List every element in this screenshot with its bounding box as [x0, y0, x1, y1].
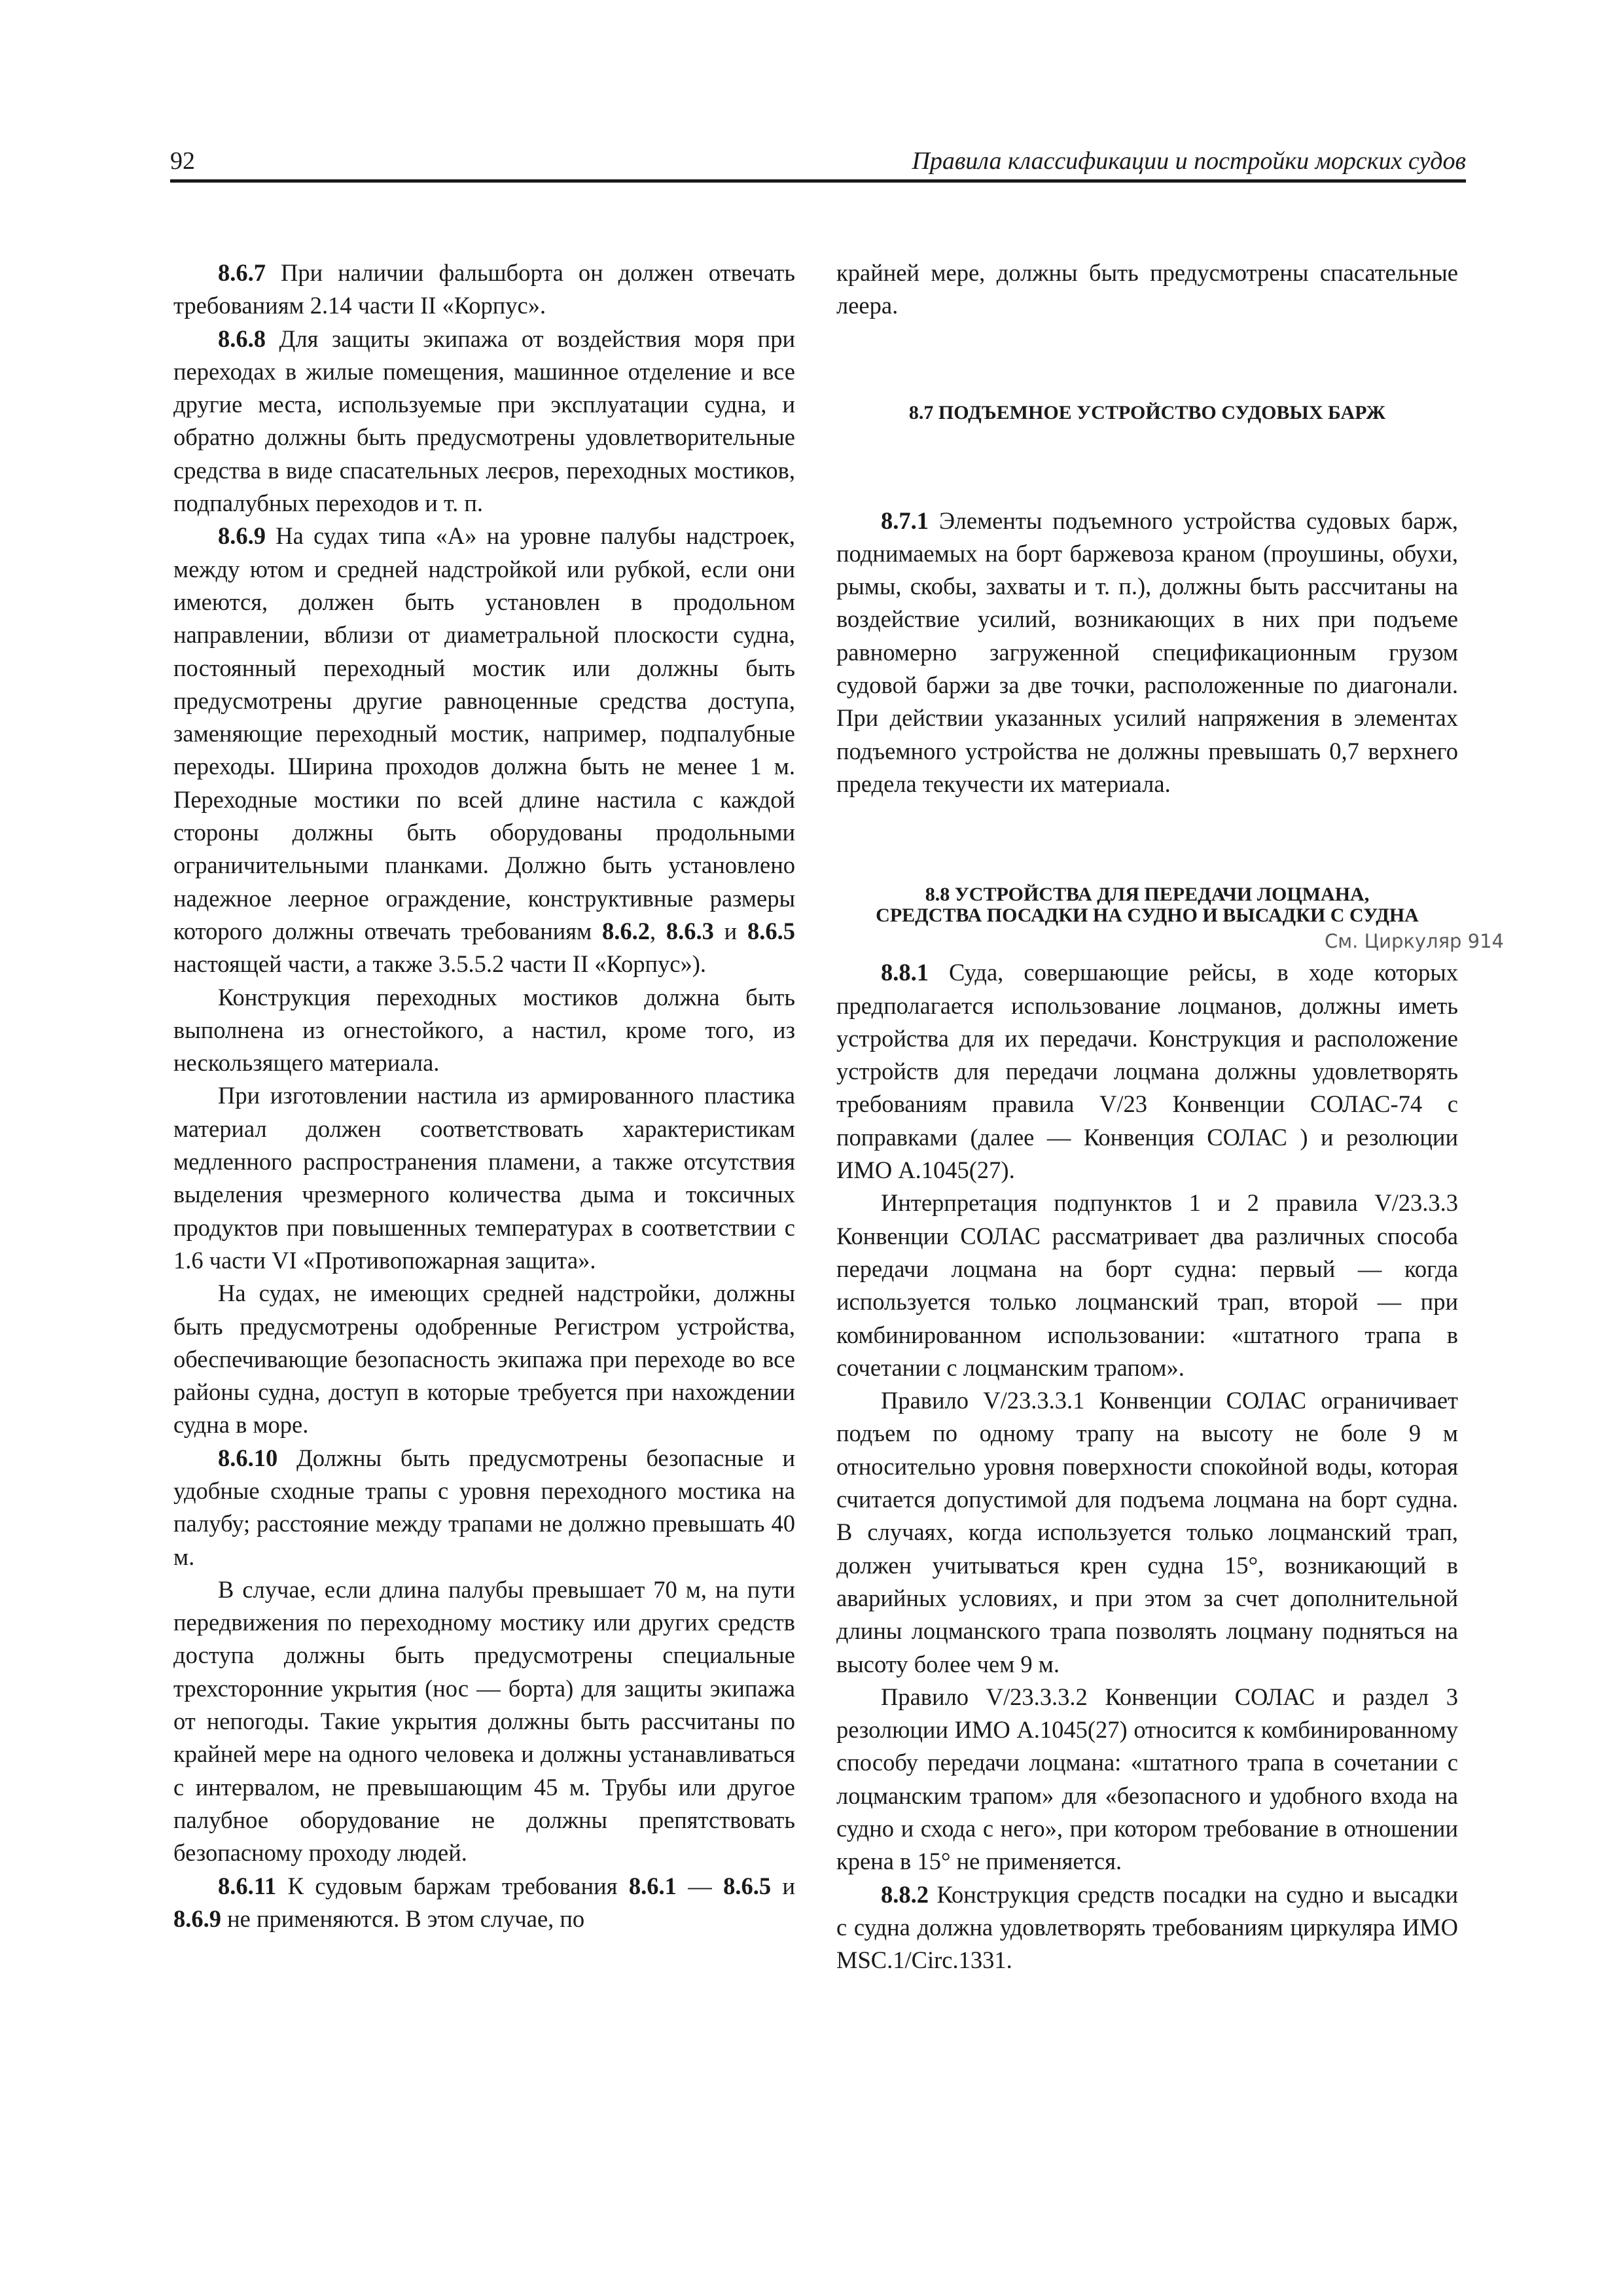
- paragraph-text: Должны быть предусмотрены безопасные и удобные сходные трапы с уровня переходного мостика на палубу; расстояние между трапами не должно превышать 40 м.: [173, 1444, 795, 1570]
- paragraph-8-6-10: [173, 1442, 795, 1573]
- clause-reference: 8.6.2: [601, 917, 650, 944]
- paragraph-text: Элементы подъемного устройства судовых барж, поднимаемых на борт баржевоза краном (проушины, обухи, рымы, скобы, захваты и т. п.), должны быть рассчитаны на воздействие усилий, возникающих в них при подъеме равномерно загруженной спецификационным грузом судовой баржи за две точки, расположенные по диагонали. При действии указанных усилий напряжения в элементах подъемного устройства не должны превышать 0,7 верхнего предела текучести их материала.: [836, 507, 1458, 797]
- clause-number: 8.6.7: [218, 259, 266, 286]
- paragraph-8-7-1: [836, 505, 1458, 801]
- section-heading-8-8: [836, 884, 1458, 926]
- clause-number: 8.8.2: [881, 1880, 929, 1908]
- clause-number: 8.6.11: [218, 1872, 277, 1899]
- paragraph-8-6-7: [173, 257, 795, 323]
- paragraph-8-6-8: [173, 323, 795, 520]
- clause-reference: 8.6.1: [628, 1872, 677, 1899]
- paragraph-interpretation: Интерпретация подпунктов 1 и 2 правила V/23.3.3 Конвенции СОЛАС рассматривает два различных способа передачи лоцмана на борт судна: первый — когда используется только лоцманский трап, второй — при комбинированном использовании: «штатного трапа в сочетании с лоцманским трапом».: [836, 1189, 1458, 1381]
- paragraph-text: Для защиты экипажа от воздействия моря при переходах в жилые помещения, машинное отделение и все другие места, используемые при эксплуатации судна, и обратно должны быть предусмотрены удовлетворительные средства в виде спасательных леєров, переходных мостиков, подпалубных переходов и т. п.: [173, 325, 795, 517]
- header-rule: [170, 179, 1466, 183]
- paragraph-text: настоящей части, а также 3.5.5.2 части II «Корпус»).: [173, 950, 707, 978]
- paragraph-8-8-2: [836, 1878, 1458, 1977]
- clause-reference: 8.6.5: [723, 1872, 772, 1899]
- clause-reference: 8.6.3: [666, 917, 714, 944]
- paragraph-continuation: крайней мере, должны быть предусмотрены спасательные леера.: [836, 259, 1458, 319]
- clause-number: 8.7.1: [881, 507, 929, 534]
- paragraph-walkway-construction: Конструкция переходных мостиков должна быть выполнена из огнестойкого, а настил, кроме того, из нескользящего материала.: [173, 983, 795, 1077]
- clause-reference: 8.6.9: [173, 1905, 221, 1932]
- section-heading-line: СРЕДСТВА ПОСАДКИ НА СУДНО И ВЫСАДКИ С СУДНА: [876, 905, 1419, 927]
- paragraph-text: На судах типа «А» на уровне палубы надстроек, между ютом и средней надстройкой или рубкой, если они имеются, должен быть установлен в продольном направлении, вблизи от диаметральной плоскости судна, постоянный переходный мостик или должны быть предусмотрены другие равноценные средства доступа, заменяющие переходный мостик, например, подпалубные переходы. Ширина проходов должна быть не менее 1 м. Переходные мостики по всей длине настила с каждой стороны должны быть оборудованы продольными ограничительными планками. Должно быть установлено надежное леерное ограждение, конструктивные размеры которого должны отвечать требованиям: [173, 522, 795, 944]
- clause-number: 8.6.10: [218, 1444, 278, 1471]
- right-column: [836, 257, 1504, 1977]
- paragraph-deck-shelters: В случае, если длина палубы превышает 70 м, на пути передвижения по переходному мостику или других средств доступа должны быть предусмотрены специальные трехсторонние укрытия (нос — борта) для защиты экипажа от непогоды. Такие укрытия должны быть рассчитаны по крайней мере на одного человека и должны устанавливаться с интервалом, не превышающим 45 м. Трубы или другое палубное оборудование не должны препятствовать безопасному проходу людей.: [173, 1575, 795, 1867]
- running-title: Правила классификации и постройки морских судов: [912, 147, 1466, 175]
- clause-reference: 8.6.5: [747, 917, 795, 944]
- clause-number: 8.6.8: [218, 325, 266, 352]
- paragraph-text: и: [771, 1872, 795, 1899]
- paragraph-text: —: [676, 1872, 724, 1899]
- paragraph-8-6-11: [173, 1870, 795, 1936]
- page-header: [170, 145, 1466, 185]
- section-heading-line: 8.8 УСТРОЙСТВА ДЛЯ ПЕРЕДАЧИ ЛОЦМАНА,: [925, 884, 1370, 906]
- paragraph-text: Суда, совершающие рейсы, в ходе которых предполагается использование лоцманов, должны иметь устройства для их передачи. Конструкция и расположение устройств для передачи лоцмана должны удовлетворять требованиям правила V/23 Конвенции СОЛАС-74 с поправками (далее — Конвенция СОЛАС ) и резолюции ИМО A.1045(27).: [836, 959, 1458, 1184]
- paragraph-text: К судовым баржам требования: [276, 1872, 629, 1899]
- paragraph-text: При наличии фальшборта он должен отвечать требованиям 2.14 части II «Корпус».: [173, 259, 795, 319]
- left-column: [173, 257, 795, 1935]
- paragraph-8-8-1: [836, 956, 1458, 1187]
- paragraph-rule-23-3-3-2: Правило V/23.3.3.2 Конвенции СОЛАС и раздел 3 резолюции ИМО A.1045(27) относится к комбинированному способу передачи лоцмана: «штатного трапа в сочетании с лоцманским трапом» для «безопасного и удобного входа на судно и схода с него», при котором требование в отношении крена в 15° не применяется.: [836, 1683, 1458, 1875]
- clause-number: 8.8.1: [881, 959, 929, 986]
- paragraph-no-midship-superstructure: На судах, не имеющих средней надстройки, должны быть предусмотрены одобренные Регистром устройства, обеспечивающие безопасность экипажа при переходе во все районы судна, доступ в которые требуется при нахождении судна в море.: [173, 1280, 795, 1439]
- circular-reference-note: См. Циркуляр 914: [1325, 930, 1504, 953]
- paragraph-text: ,: [649, 917, 666, 944]
- paragraph-reinforced-plastic: При изготовлении настила из армированного пластика материал должен соответствовать характеристикам медленного распространения пламени, а также отсутствия выделения чрезмерного количества дыма и токсичных продуктов при повышенных температурах в соответствии с 1.6 части VI «Противопожарная защита».: [173, 1082, 795, 1274]
- section-heading-8-7: 8.7 ПОДЪЕМНОЕ УСТРОЙСТВО СУДОВЫХ БАРЖ: [908, 401, 1386, 423]
- paragraph-8-6-9: [173, 520, 795, 980]
- paragraph-text: не применяются. В этом случае, по: [221, 1905, 585, 1932]
- page-number: 92: [170, 147, 195, 175]
- paragraph-text: Конструкция средств посадки на судно и высадки с судна должна удовлетворять требованиям циркуляра ИМО MSC.1/Circ.1331.: [836, 1880, 1458, 1974]
- paragraph-text: и: [713, 917, 747, 944]
- clause-number: 8.6.9: [218, 522, 266, 550]
- paragraph-rule-23-3-3-1: Правило V/23.3.3.1 Конвенции СОЛАС ограничивает подъем по одному трапу на высоту не боле 9 м относительно уровня поверхности спокойной воды, которая считается допустимой для подъема лоцмана на борт судна. В случаях, когда используется только лоцманский трап, должен учитываться крен судна 15°, возникающий в аварийных условиях, и при этом за счет дополнительной длины лоцманского трапа позволять лоцману подняться на высоту более чем 9 м.: [836, 1387, 1458, 1677]
